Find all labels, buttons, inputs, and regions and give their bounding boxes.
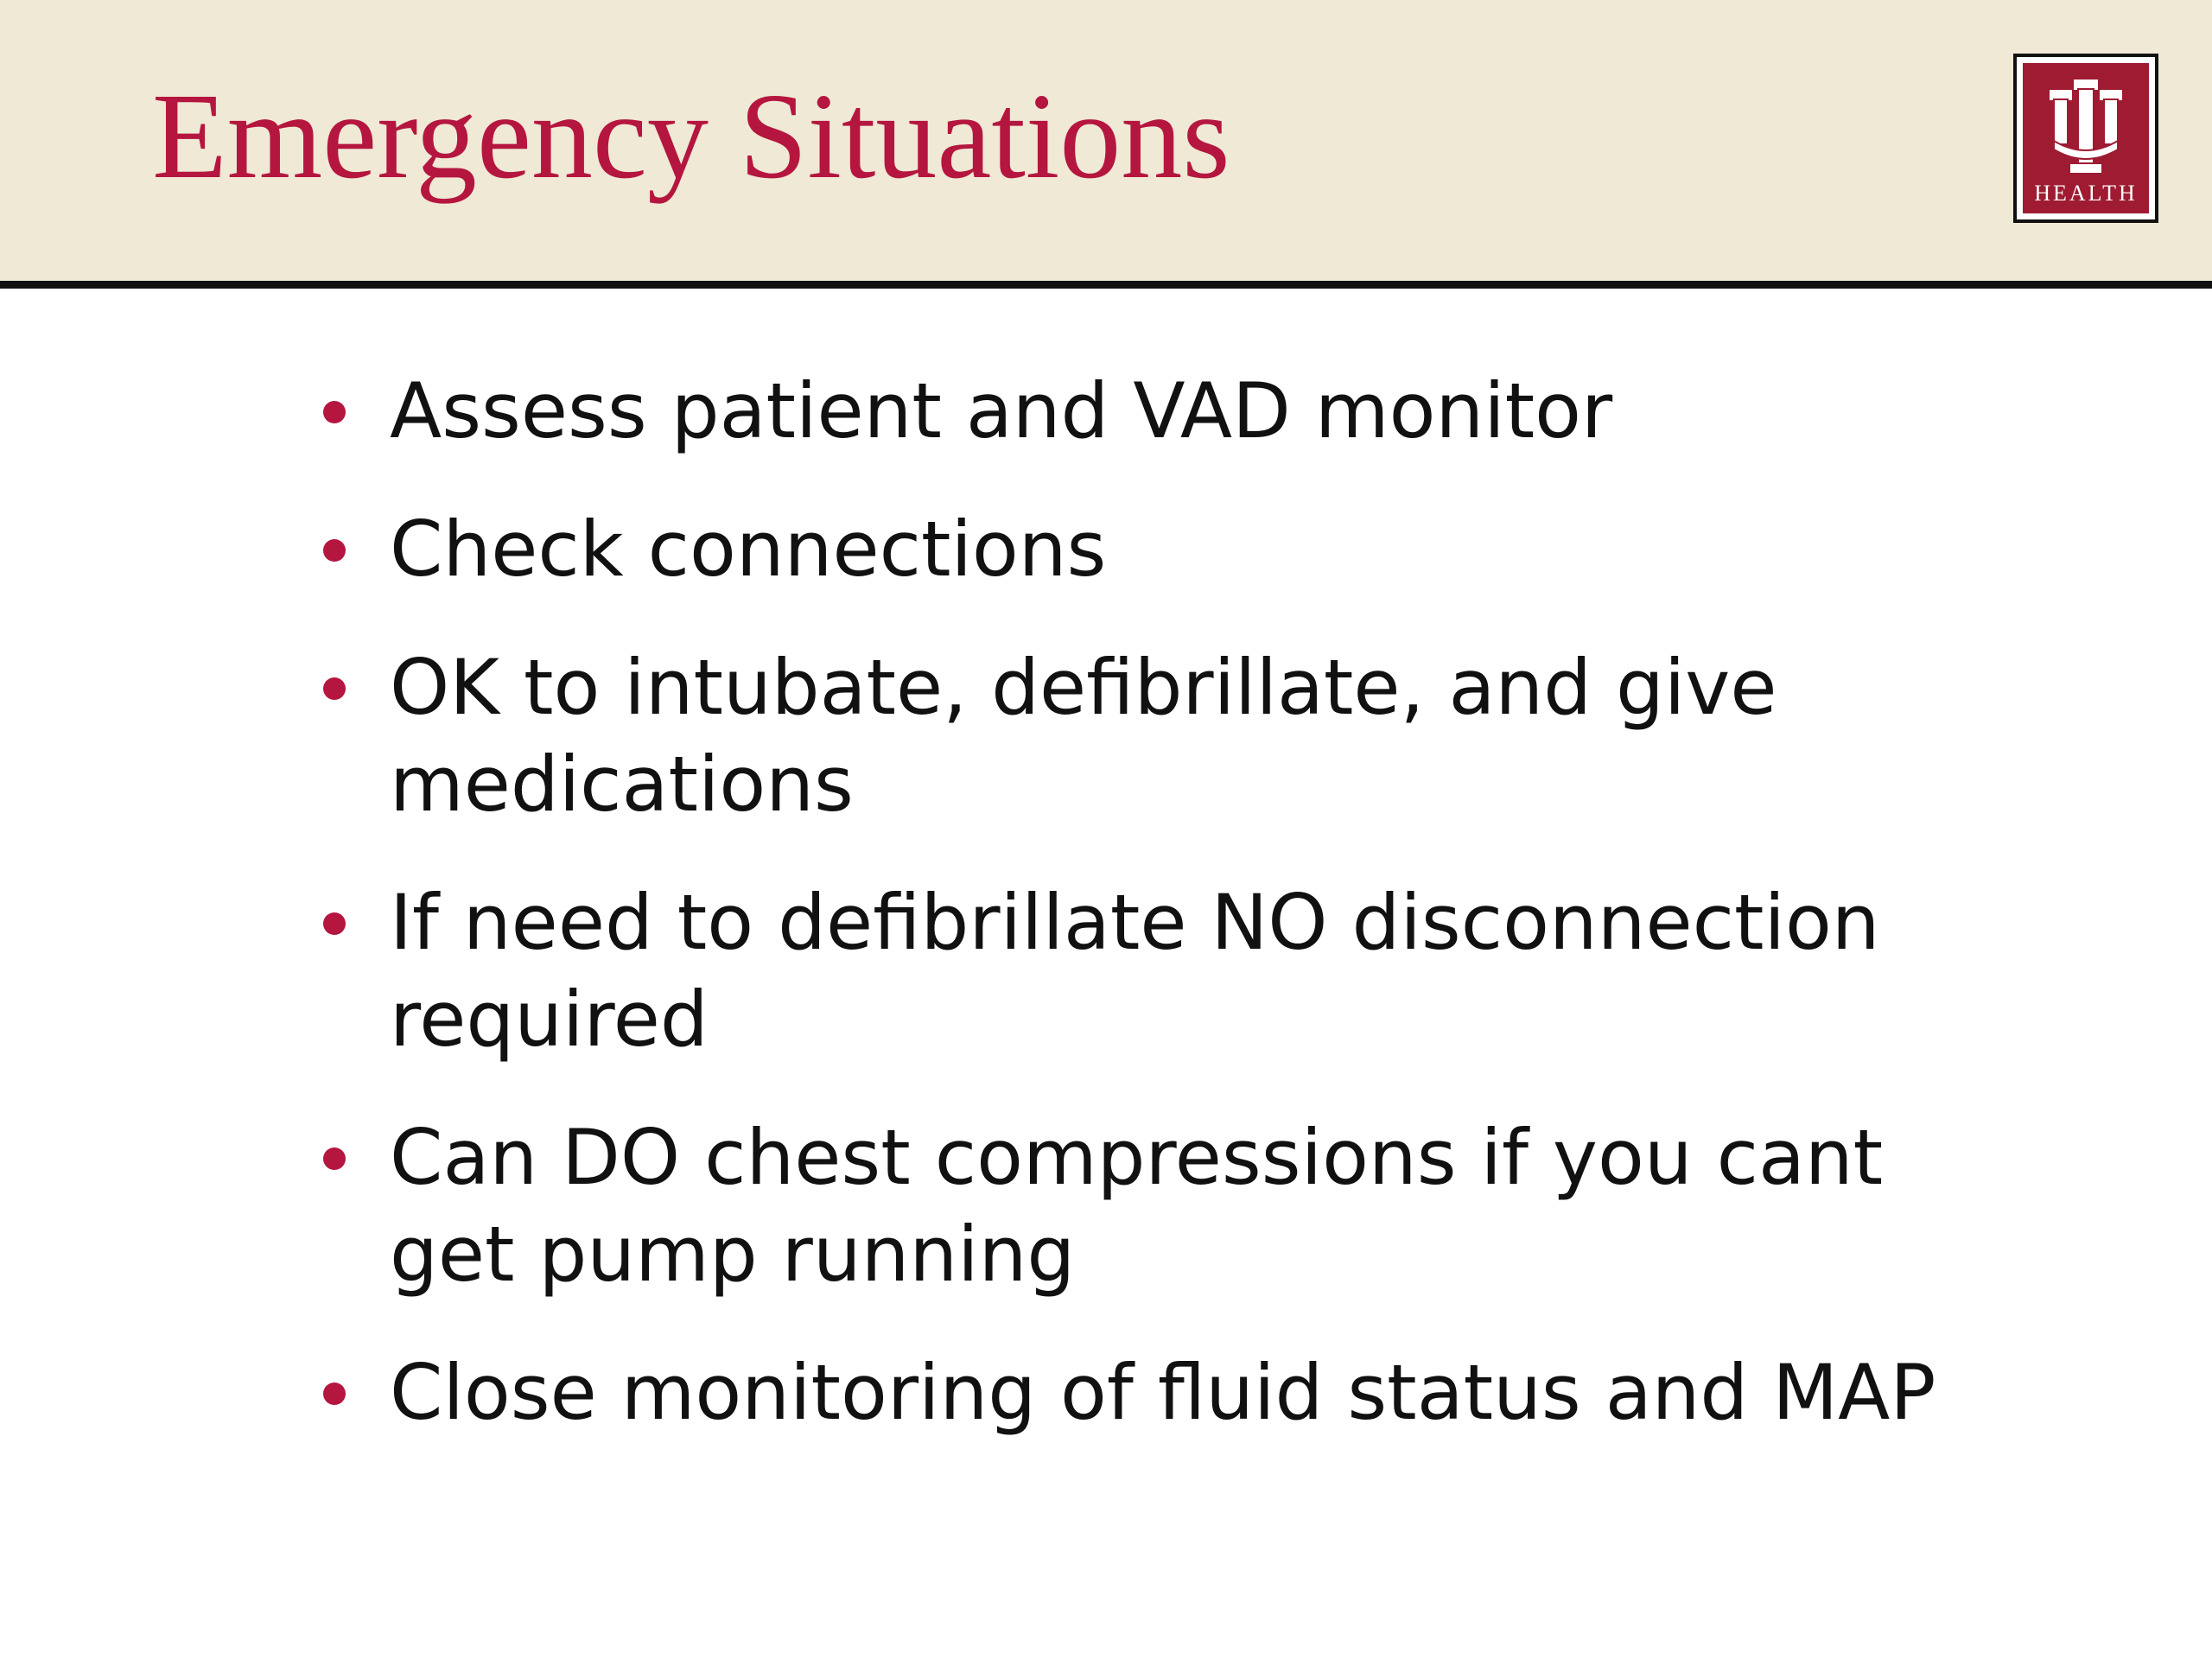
- bullet-item: [315, 501, 1957, 598]
- bullet-item: [315, 874, 1957, 1068]
- bullet-dot: [323, 912, 346, 935]
- iu-health-logo: [2013, 54, 2158, 223]
- bullet-dot: [323, 401, 346, 423]
- bullet-item: [315, 363, 1957, 460]
- bullet-text: If need to defibrillate NO disconnection required: [390, 878, 1880, 1064]
- logo-label: HEALTH: [2034, 181, 2138, 206]
- bullet-text: Assess patient and VAD monitor: [390, 366, 1613, 455]
- bullet-dot: [323, 539, 346, 562]
- slide-title: Emergency Situations: [152, 67, 1230, 204]
- bullet-list: [315, 363, 1957, 1483]
- bullet-item: [315, 1344, 1957, 1441]
- bullet-text: OK to intubate, defibrillate, and give medications: [390, 643, 1777, 829]
- logo-badge: [2023, 63, 2149, 213]
- bullet-text: Check connections: [390, 505, 1107, 594]
- bullet-dot: [323, 1147, 346, 1170]
- bullet-item: [315, 1109, 1957, 1303]
- header-divider: [0, 281, 2212, 289]
- bullet-dot: [323, 677, 346, 700]
- bullet-item: [315, 639, 1957, 833]
- bullet-text: Can DO chest compressions if you cant get pump running: [390, 1113, 1884, 1299]
- bullet-dot: [323, 1382, 346, 1405]
- bullet-text: Close monitoring of fluid status and MAP: [390, 1348, 1936, 1437]
